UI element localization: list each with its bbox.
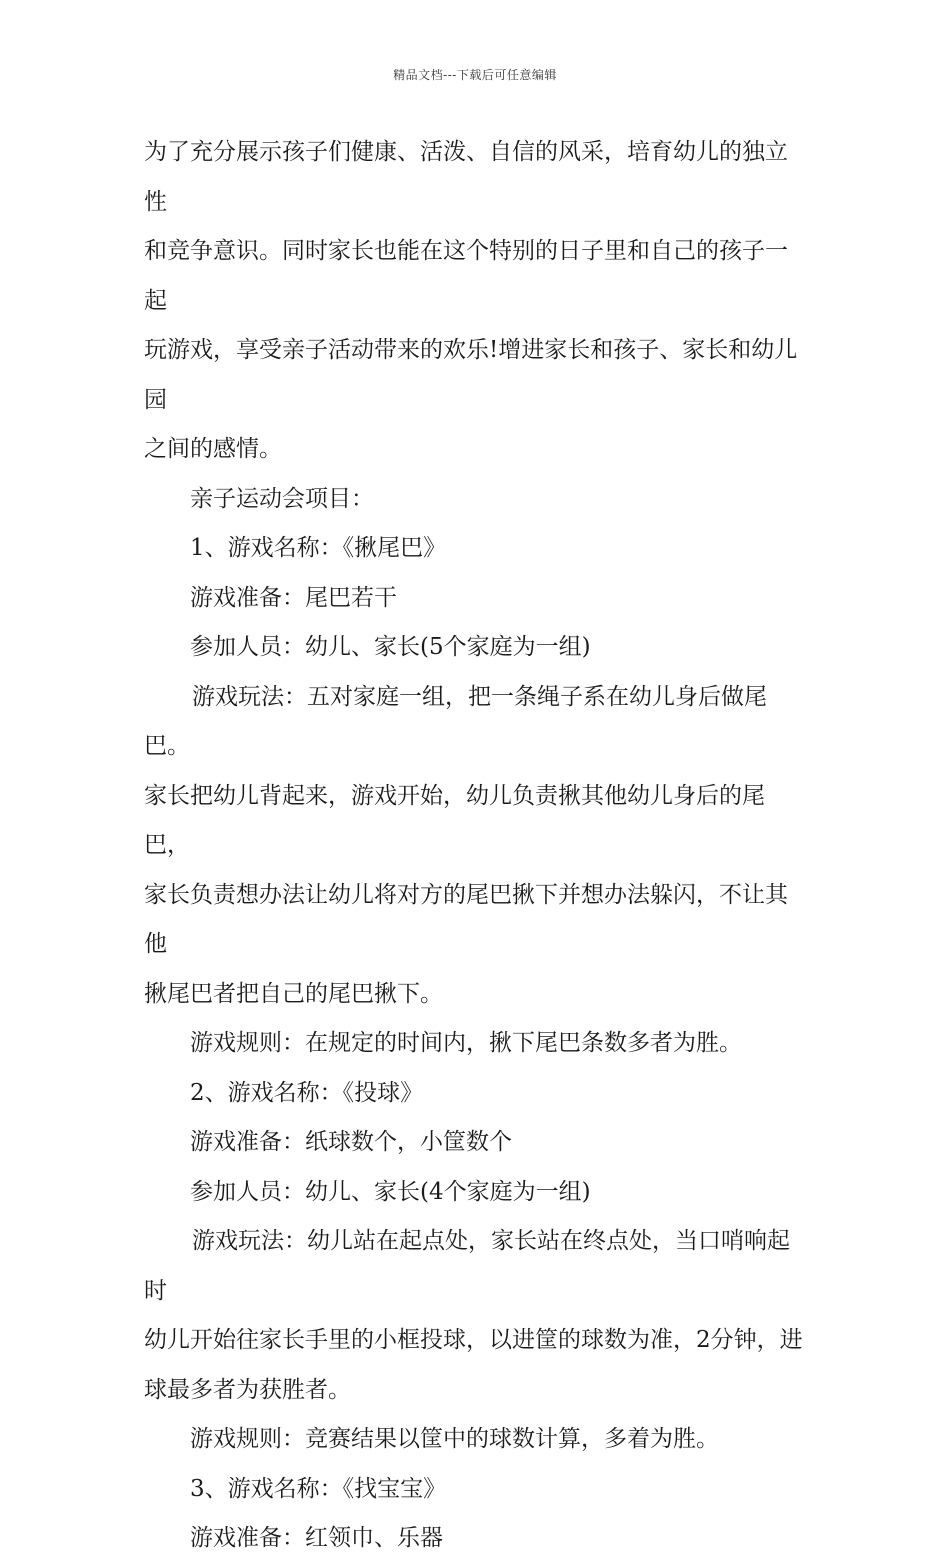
paragraph-line: 玩游戏，享受亲子活动带来的欢乐!增进家长和孩子、家长和幼儿园 [144,337,798,413]
paragraph-line: 球最多者为获胜者。 [144,1376,351,1403]
paragraph-line: 家长负责想办法让幼儿将对方的尾巴揪下并想办法躲闪，不让其他 [144,881,788,957]
game-method: 游戏玩法：幼儿站在起点处，家长站在终点处，当口哨响起时 [144,1228,790,1304]
game-name: 2、游戏名称：《投球》 [190,1079,424,1106]
paragraph-line: 为了充分展示孩子们健康、活泼、自信的风采，培育幼儿的独立性 [144,139,788,215]
paragraph-line: 之间的感情。 [144,436,282,462]
game-prep: 游戏准备：尾巴若干 [190,584,397,611]
game-participants: 参加人员：幼儿、家长(4个家庭为一组) [190,1178,591,1205]
page-header: 精品文档---下载后可任意编辑 [393,68,557,82]
game-participants: 参加人员：幼儿、家长(5个家庭为一组) [190,634,591,660]
game-prep: 游戏准备：纸球数个，小筐数个 [190,1129,512,1155]
game-name: 3、游戏名称：《找宝宝》 [190,1475,447,1502]
paragraph-line: 揪尾巴者把自己的尾巴揪下。 [144,980,443,1007]
game-rules: 游戏规则：在规定的时间内，揪下尾巴条数多者为胜。 [190,1030,742,1056]
game-method: 游戏玩法：五对家庭一组，把一条绳子系在幼儿身后做尾巴。 [144,683,767,759]
paragraph-line: 幼儿开始往家长手里的小框投球，以进筐的球数为准，2分钟，进 [144,1327,803,1353]
game-prep: 游戏准备：红领巾、乐器 [190,1525,443,1551]
game-name: 1、游戏名称：《揪尾巴》 [190,535,447,561]
document-body [144,128,808,1564]
paragraph-line: 和竞争意识。同时家长也能在这个特别的日子里和自己的孩子一起 [144,238,788,314]
paragraph-line: 家长把幼儿背起来，游戏开始，幼儿负责揪其他幼儿身后的尾巴， [144,782,765,858]
game-rules: 游戏规则：竞赛结果以筐中的球数计算，多着为胜。 [190,1426,719,1452]
section-title: 亲子运动会项目： [190,485,374,512]
